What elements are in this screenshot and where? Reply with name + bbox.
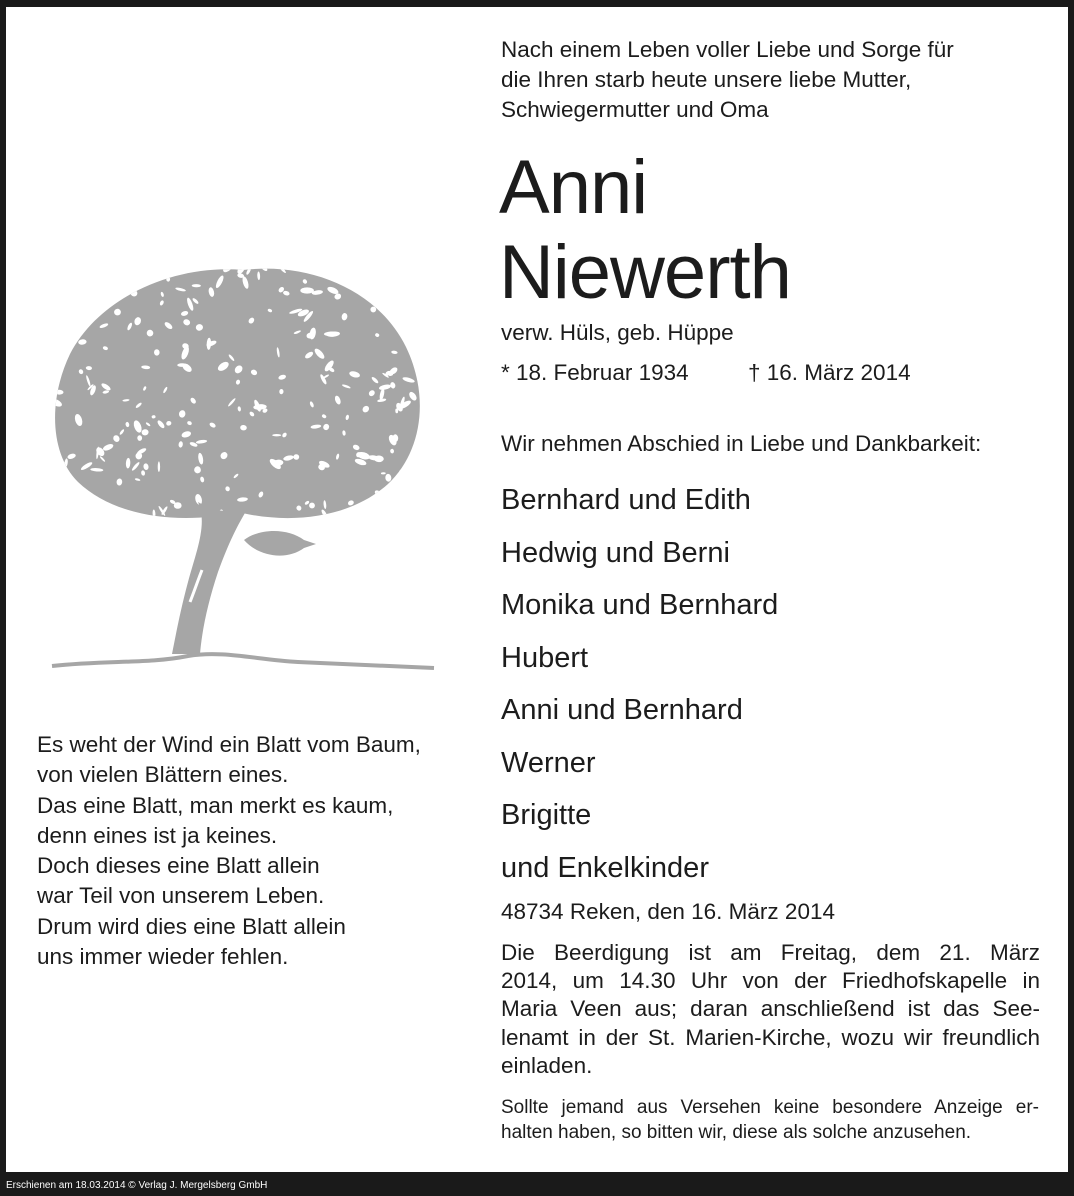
funeral-line: lenamt in der St. Marien-Kirche, wozu wir freundlich [501, 1024, 1040, 1050]
crown-texture [79, 270, 87, 280]
mourner-item: Werner [501, 746, 596, 779]
crown-texture [102, 513, 108, 520]
notice-text [501, 1095, 1039, 1145]
falling-leaf [244, 531, 316, 556]
crown-texture [73, 271, 87, 283]
mourner-item: und Enkelkinder [501, 851, 709, 884]
crown-texture [404, 265, 418, 277]
tree-crown [48, 262, 438, 525]
crown-texture [158, 461, 160, 472]
crown-texture [109, 282, 113, 292]
crown-texture [352, 519, 357, 525]
crown-texture [428, 369, 438, 380]
crown-texture [412, 335, 424, 348]
crown-texture [418, 343, 424, 352]
crown-texture [426, 423, 433, 427]
crown-texture [154, 262, 163, 267]
crown-texture [413, 342, 423, 354]
tree-icon [48, 262, 438, 674]
deceased-name [499, 145, 791, 315]
crown-texture [419, 465, 429, 478]
crown-texture [113, 272, 126, 279]
crown-texture [426, 454, 438, 461]
birth-date: * 18. Februar 1934 [501, 360, 689, 385]
crown-texture [104, 294, 116, 300]
crown-texture [413, 469, 421, 476]
mourner-item: Anni und Bernhard [501, 694, 743, 726]
crown-texture [48, 341, 52, 348]
crown-texture [77, 278, 83, 282]
crown-texture [419, 286, 428, 293]
intro-text [501, 35, 1021, 125]
ground-line [52, 654, 434, 668]
crown-texture [109, 269, 124, 280]
poem-line: Drum wird dies eine Blatt allein [37, 913, 346, 939]
poem-line: Das eine Blatt, man merkt es kaum, [37, 792, 394, 818]
footer-credit: Erschienen am 18.03.2014 © Verlag J. Mergelsberg GmbH [6, 1180, 268, 1191]
life-dates [501, 358, 911, 388]
notice-line: Sollte jemand aus Versehen keine besondere Anzeige er- [501, 1097, 1039, 1118]
poem-line: Es weht der Wind ein Blatt vom Baum, [37, 732, 421, 757]
tree-trunk [172, 502, 248, 654]
first-name: Anni [499, 145, 648, 230]
crown-texture [91, 309, 98, 315]
mourner-item: Brigitte [501, 799, 592, 831]
intro-line: die Ihren starb heute unsere liebe Mutter, [501, 67, 912, 92]
poem-line: denn eines ist ja keines. [37, 822, 278, 848]
crown-texture [110, 262, 115, 267]
crown-texture [345, 510, 355, 521]
farewell-text: Wir nehmen Abschied in Liebe und Dankbarkeit: [501, 431, 982, 456]
crown-texture [301, 262, 306, 267]
maiden-name: verw. Hüls, geb. Hüppe [501, 320, 734, 345]
crown-texture [94, 287, 108, 299]
funeral-line: einladen. [501, 1052, 593, 1078]
crown-texture [431, 375, 437, 388]
crown-texture [48, 353, 56, 360]
crown-texture [99, 302, 105, 308]
mourner-item: Monika und Bernhard [501, 589, 779, 621]
intro-line: Nach einem Leben voller Liebe und Sorge für [501, 37, 954, 62]
crown-texture [58, 264, 68, 278]
crown-texture [404, 302, 410, 309]
funeral-line: Maria Veen aus; daran anschließend ist das See- [501, 996, 1040, 1022]
crown-texture [412, 283, 420, 288]
crown-texture [431, 431, 438, 438]
crown-texture [73, 318, 79, 323]
place-date: 48734 Reken, den 16. März 2014 [501, 899, 835, 924]
poem-line: Doch dieses eine Blatt allein [37, 853, 320, 879]
crown-texture [420, 262, 429, 269]
crown-texture [58, 314, 63, 327]
crown-texture [218, 263, 224, 269]
crown-texture [420, 498, 431, 512]
mourner-item: Bernhard und Edith [501, 484, 751, 516]
funeral-line: Die Beerdigung ist am Freitag, dem 21. März [501, 940, 1040, 965]
crown-texture [399, 289, 411, 296]
crown-texture [387, 303, 391, 309]
death-date: † 16. März 2014 [748, 360, 911, 385]
crown-texture [111, 298, 115, 304]
crown-texture [77, 294, 87, 304]
crown-texture [232, 262, 240, 268]
crown-texture [428, 328, 436, 335]
poem [37, 730, 421, 972]
mourners-list [501, 474, 778, 894]
poem-line: von vielen Blättern eines. [37, 762, 289, 788]
poem-line: war Teil von unserem Leben. [37, 883, 325, 909]
crown-texture [411, 300, 418, 303]
notice-line: halten haben, so bitten wir, diese als solche anzusehen. [501, 1122, 972, 1143]
mourner-item: Hedwig und Berni [501, 536, 730, 569]
crown-texture [272, 434, 281, 436]
crown-texture [300, 287, 314, 293]
crown-texture [54, 264, 66, 276]
intro-line: Schwiegermutter und Oma [501, 97, 769, 122]
crown-texture [364, 287, 369, 294]
crown-texture [435, 263, 438, 268]
crown-texture [174, 502, 182, 509]
crown-texture [67, 325, 72, 334]
crown-texture [244, 518, 249, 523]
crown-texture [48, 383, 54, 391]
crown-texture [351, 262, 363, 271]
funeral-line: 2014, um 14.30 Uhr von der Friedhofskapelle in [501, 968, 1040, 994]
funeral-info [501, 939, 1040, 1080]
crown-texture [82, 293, 88, 300]
crown-texture [85, 262, 93, 270]
crown-texture [409, 457, 416, 466]
crown-texture [49, 292, 57, 300]
crown-texture [427, 262, 432, 266]
crown-texture [95, 262, 98, 272]
poem-line: uns immer wieder fehlen. [37, 944, 289, 970]
last-name: Niewerth [499, 230, 791, 315]
crown-texture [321, 262, 327, 269]
mourner-item: Hubert [501, 641, 589, 674]
